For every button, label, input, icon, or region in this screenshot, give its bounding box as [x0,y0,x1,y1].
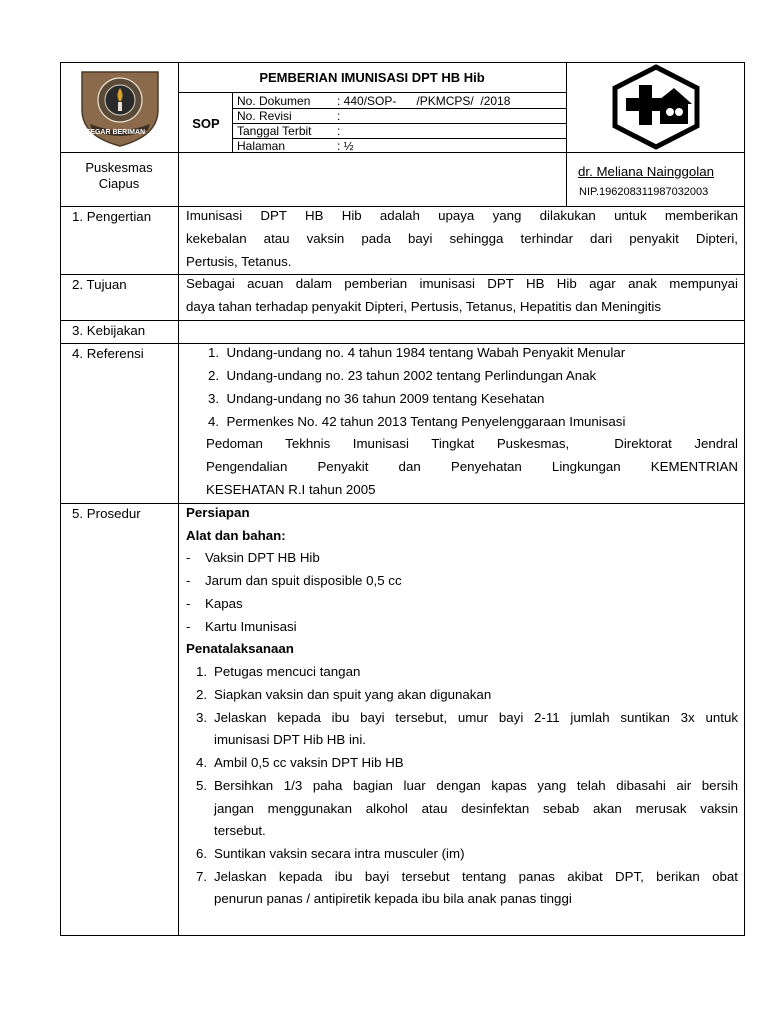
alat-item-4: Kartu Imunisasi [205,619,297,634]
tujuan-line-2: daya tahan terhadap penyakit Dipteri, Pertusis, Tetanus, Hepatitis dan Meningitis [186,299,662,314]
field-label-halaman: Halaman [237,139,286,153]
row-line-tujuan [60,320,745,321]
pengertian-line-3: Pertusis, Tetanus. [186,254,292,269]
column-divider [178,62,179,936]
field-value-no-dokumen: : 440/SOP- /PKMCPS/ /2018 [337,94,511,108]
table-border-right [744,62,745,936]
referensi-item-4: 4. Permenkes No. 42 tahun 2013 Tentang Penyelenggaraan Imunisasi [208,414,626,429]
tujuan-line-1: Sebagai acuan dalam pemberian imunisasi DPT HB Hib agar anak mempunyai [186,276,738,291]
referensi-item-2: 2. Undang-undang no. 23 tahun 2002 tentang Perlindungan Anak [208,368,597,383]
step-5-line-3: tersebut. [214,823,266,838]
step-7-line-1: Jelaskan kepada ibu bayi tersebut tentang panas akibat DPT, berikan obat [214,869,738,884]
pengertian-line-2: kekebalan atau vaksin pada bayi sehingga terhindar dari penyakit Dipteri, [186,231,738,246]
field-label-no-dokumen: No. Dokumen [237,94,311,108]
referensi-extra-line-1: Pedoman Tekhnis Imunisasi Tingkat Puskesmas, Direktorat Jendral [206,436,738,451]
alat-item-1: Vaksin DPT HB Hib [205,550,320,565]
table-border-bottom [60,935,745,936]
signer-column-divider [566,62,567,206]
alat-dash: - [186,596,191,611]
alat-item-3: Kapas [205,596,243,611]
referensi-extra-line-2: Pengendalian Penyakit dan Penyehatan Lingkungan KEMENTRIAN [206,459,738,474]
signer-nip: NIP.196208311987032003 [579,186,709,198]
penatalaksanaan-heading: Penatalaksanaan [186,641,294,656]
regency-logo [76,66,164,148]
table-border-left [60,62,61,936]
step-3-line-2: imunisasi DPT Hib HB ini. [214,732,366,747]
referensi-item-3: 3. Undang-undang no 36 tahun 2009 tentang Kesehatan [208,391,545,406]
pengertian-line-1: Imunisasi DPT HB Hib adalah upaya yang dilakukan untuk memberikan [186,208,738,223]
header-row-line [60,152,745,153]
step-number: 1. [196,664,208,679]
organization-name: Puskesmas Ciapus [85,160,153,191]
step-number: 6. [196,846,208,861]
field-value-tanggal-terbit: : [337,124,341,138]
table-border-top [60,62,745,63]
referensi-extra-line-3: KESEHATAN R.I tahun 2005 [206,482,376,497]
step-2-line-1: Siapkan vaksin dan spuit yang akan digunakan [214,687,492,702]
step-4-line-1: Ambil 0,5 cc vaksin DPT Hib HB [214,755,404,770]
label-prosedur: 5. Prosedur [72,506,141,521]
puskesmas-logo [610,64,702,150]
step-6-line-1: Suntikan vaksin secara intra musculer (im) [214,846,465,861]
step-number: 4. [196,755,208,770]
step-number: 3. [196,710,208,725]
alat-item-2: Jarum dan spuit disposible 0,5 cc [205,573,402,588]
row-line-referensi [60,503,745,504]
step-number: 7. [196,869,208,884]
field-label-tanggal-terbit: Tanggal Terbit [237,124,312,138]
title-row-line [178,92,566,93]
step-5-line-2: jangan menggunakan alkohol atau desinfektan sebab akan merusak vaksin [214,801,738,816]
label-tujuan: 2. Tujuan [72,277,127,292]
field-value-no-revisi: : [337,109,341,123]
sop-divider [232,92,233,152]
label-kebijakan: 3. Kebijakan [72,323,146,338]
alat-heading: Alat dan bahan: [186,528,286,543]
alat-dash: - [186,550,191,565]
document-title: PEMBERIAN IMUNISASI DPT HB Hib [259,70,485,85]
step-3-line-1: Jelaskan kepada ibu bayi tersebut, umur bayi 2-11 jumlah suntikan 3x untuk [214,710,738,725]
signer-name: dr. Meliana Nainggolan [578,164,715,179]
alat-dash: - [186,619,191,634]
referensi-item-1: 1. Undang-undang no. 4 tahun 1984 tentang Wabah Penyakit Menular [208,345,626,360]
step-7-line-2: penurun panas / antipiretik kepada ibu bila anak panas tinggi [214,891,572,906]
label-pengertian: 1. Pengertian [72,209,152,224]
field-label-no-revisi: No. Revisi [237,109,292,123]
step-number: 5. [196,778,208,793]
step-1-line-1: Petugas mencuci tangan [214,664,361,679]
persiapan-heading: Persiapan [186,505,250,520]
label-referensi: 4. Referensi [72,346,144,361]
sop-label: SOP [192,116,220,131]
field-value-halaman: : ½ [337,139,354,153]
step-number: 2. [196,687,208,702]
regency-logo-motto: TEGAR BERIMAN [86,129,146,136]
step-5-line-1: Bersihkan 1/3 paha bagian luar dengan kapas yang telah dibasahi air bersih [214,778,738,793]
alat-dash: - [186,573,191,588]
